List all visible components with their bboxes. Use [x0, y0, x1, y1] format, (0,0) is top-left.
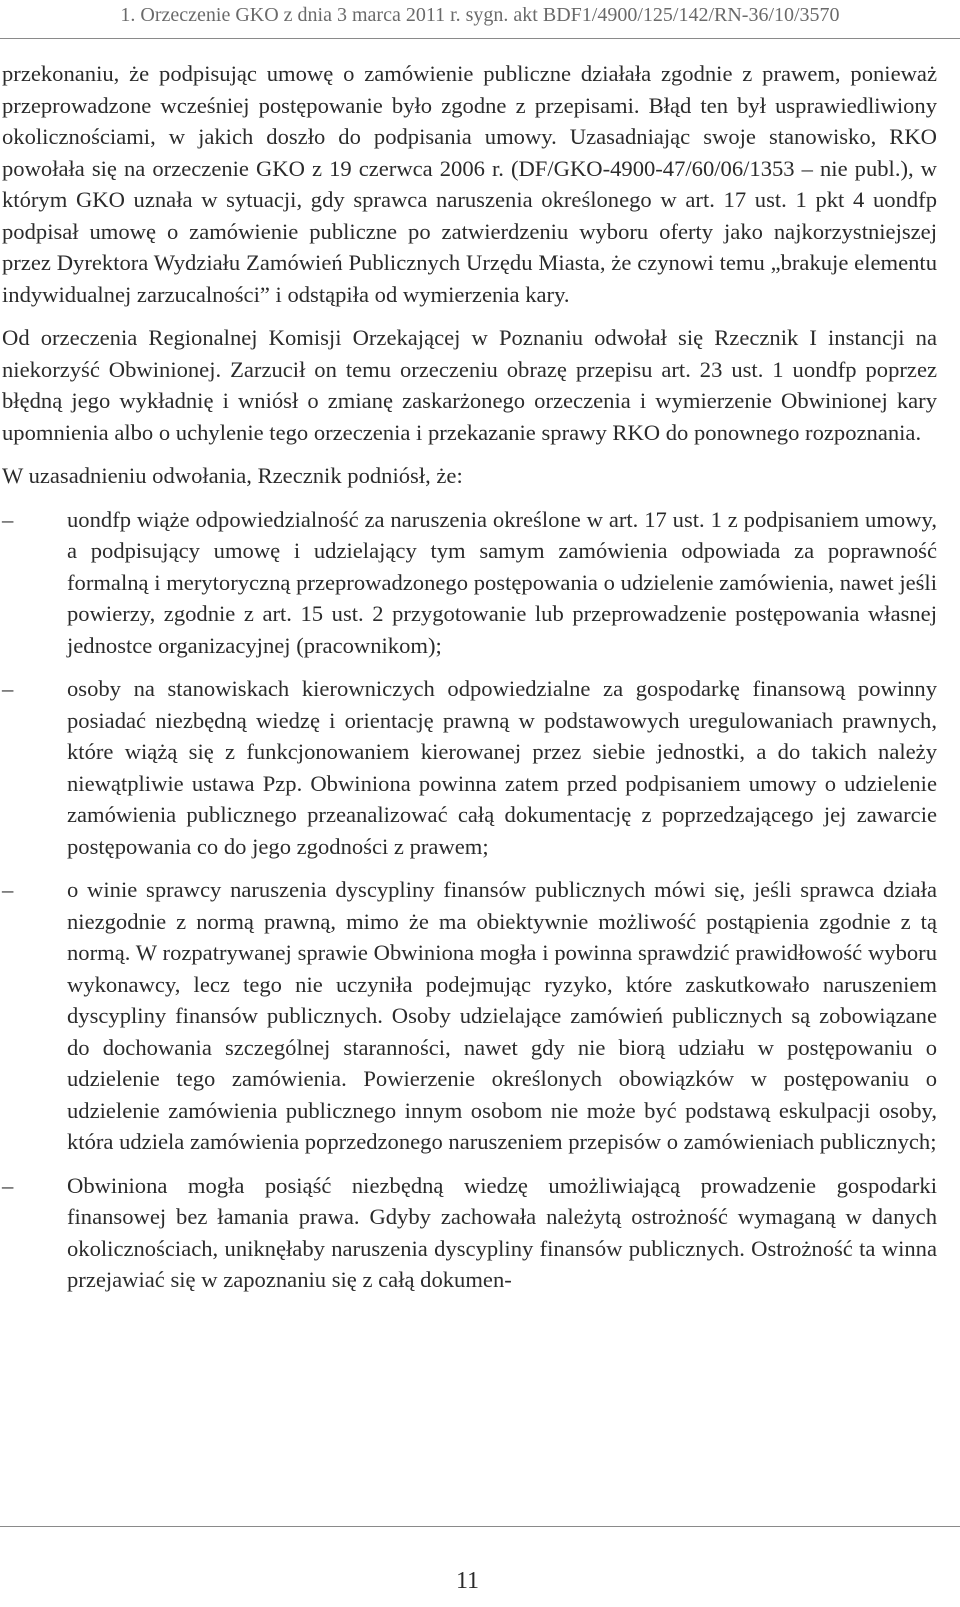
list-dash: – — [2, 506, 14, 532]
argument-list — [2, 504, 937, 1296]
list-item-text: o winie sprawcy naruszenia dyscypliny finansów publicznych mówi się, jeśli sprawca działa niezgodnie z normą prawną, mimo że ma obiektywnie możliwość postąpienia zgodnie z tą normą. W rozpatrywanej sprawie Obwiniona mogła i powinna sprawdzić prawidłowość wyboru wykonawcy, lecz tego nie uczyniła podejmując ryzyko, które zaskutkowało naruszeniem dyscypliny finansów publicznych. Osoby udzielające zamówień publicznych są zobowiązane do dochowania szczególnej staranności, nawet gdy nie biorą udziału w postępowaniu o udzielenie tego zamówienia. Powierzenie określonych obowiązków w postępowaniu o udzielenie zamówienia publicznego innym osobom nie może być podstawą eskulpacji osoby, która udziela zamówienia poprzedzonego naruszeniem przepisów o zamówieniach publicznych; — [67, 877, 937, 1154]
paragraph-appeal-intro: W uzasadnieniu odwołania, Rzecznik podniósł, że: — [2, 463, 463, 488]
list-item-text: Obwiniona mogła posiąść niezbędną wiedzę umożliwiającą prowadzenie gospodarki finansowej bez łamania prawa. Gdyby zachowała należytą ostrożność wymaganą w danych okolicznościach, uniknęłaby naruszenia dyscypliny finansów publicznych. Ostrożność ta winna przejawiać się w zapoznaniu się z całą dokumen- — [67, 1172, 937, 1292]
header-divider — [0, 38, 960, 39]
footer-divider — [0, 1526, 960, 1527]
paragraph-continuation: przekonaniu, że podpisując umowę o zamówienie publiczne działała zgodnie z prawem, ponieważ przeprowadzone wcześniej postępowanie było zgodne z przepisami. Błąd ten był usprawiedliwiony okolicznościami, w jakich doszło do podpisania umowy. Uzasadniając swoje stanowisko, RKO powołała się na orzeczenie GKO z 19 czerwca 2006 r. (DF/GKO-4900-47/60/06/1353 – nie publ.), w którym GKO uznała w sytuacji, gdy sprawca naruszenia określonego w art. 17 ust. 1 pkt 4 uondfp podpisał umowę o zamówienie publiczne po zatwierdzeniu wyboru oferty jako najkorzystniejszej przez Dyrektora Wydziału Zamówień Publicznych Urzędu Miasta, że czynowi temu „brakuje elementu indywidualnej zarzucalności” i odstąpiła od wymierzenia kary. — [2, 61, 937, 307]
list-item — [2, 504, 937, 662]
page-number: 11 — [455, 1568, 480, 1594]
list-dash: – — [2, 877, 14, 902]
document-body — [2, 58, 937, 1308]
list-dash: – — [2, 1172, 14, 1198]
list-dash: – — [2, 676, 14, 701]
running-header: 1. Orzeczenie GKO z dnia 3 marca 2011 r. sygn. akt BDF1/4900/125/142/RN-36/10/3570 — [120, 4, 840, 26]
paragraph-appeal: Od orzeczenia Regionalnej Komisji Orzekającej w Poznaniu odwołał się Rzecznik I instancji na niekorzyść Obwinionej. Zarzucił on temu orzeczeniu obrazę przepisu art. 23 ust. 1 uondfp poprzez błędną jego wykładnię i wniósł o zmianę zaskarżonego orzeczenia i wymierzenie Obwinionej kary upomnienia albo o uchylenie tego orzeczenia i przekazanie sprawy RKO do ponownego rozpoznania. — [2, 325, 937, 445]
list-item — [2, 673, 937, 862]
list-item-text: uondfp wiąże odpowiedzialność za naruszenia określone w art. 17 ust. 1 z podpisaniem umowy, a podpisujący umowę i udzielający tym samym zamówienia odpowiada za poprawność formalną i merytoryczną przeprowadzonego postępowania o udzielenie zamówienia, nawet jeśli powierzy, zgodnie z art. 15 ust. 2 przygotowanie lub przeprowadzenie postępowania własnej jednostce organizacyjnej (pracownikom); — [67, 506, 937, 658]
list-item — [2, 874, 937, 1158]
list-item-text: osoby na stanowiskach kierowniczych odpowiedzialne za gospodarkę finansową powinny posiadać niezbędną wiedzę i orientację prawną w podstawowych uregulowaniach prawnych, które wiążą się z funkcjonowaniem kierowanej przez siebie jednostki, a do takich należy niewątpliwie ustawa Pzp. Obwiniona powinna zatem przed podpisaniem umowy o udzielenie zamówienia publicznego przeanalizować całą dokumentację z poprzedzającego jej zawarcie postępowania co do jego zgodności z prawem; — [67, 676, 937, 859]
list-item — [2, 1170, 937, 1296]
